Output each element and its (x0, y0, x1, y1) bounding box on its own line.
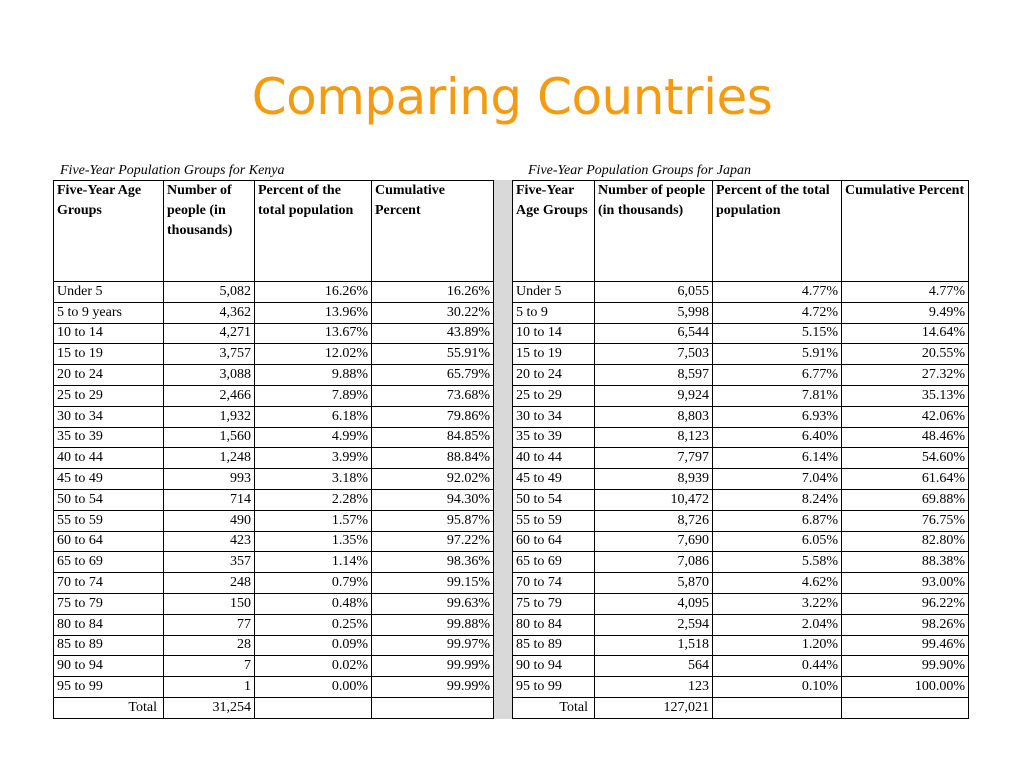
number-cell: 6,544 (595, 323, 713, 344)
cumulative-cell: 84.85% (372, 427, 494, 448)
percent-cell: 8.24% (713, 489, 842, 510)
cumulative-cell: 95.87% (372, 510, 494, 531)
table-row (54, 677, 494, 698)
number-cell: 564 (595, 656, 713, 677)
age-group-cell: 15 to 19 (513, 344, 595, 365)
age-group-cell: 85 to 89 (513, 635, 595, 656)
number-cell: 77 (164, 614, 255, 635)
age-group-cell: 45 to 49 (54, 469, 164, 490)
age-group-cell: 55 to 59 (54, 510, 164, 531)
age-group-cell: 75 to 79 (54, 593, 164, 614)
percent-cell: 9.88% (255, 365, 372, 386)
age-group-cell: 20 to 24 (54, 365, 164, 386)
age-group-cell: 70 to 74 (54, 573, 164, 594)
cumulative-cell: 61.64% (842, 469, 969, 490)
table-row (54, 510, 494, 531)
number-cell: 10,472 (595, 489, 713, 510)
percent-cell: 6.05% (713, 531, 842, 552)
age-group-cell: 10 to 14 (54, 323, 164, 344)
number-cell: 714 (164, 489, 255, 510)
table-row (54, 552, 494, 573)
table-row (513, 406, 969, 427)
number-cell: 2,594 (595, 614, 713, 635)
age-group-cell: 30 to 34 (513, 406, 595, 427)
percent-cell: 3.18% (255, 469, 372, 490)
table-row (54, 385, 494, 406)
number-cell: 1,518 (595, 635, 713, 656)
total-row (54, 697, 494, 718)
total-row (513, 697, 969, 718)
table-row (513, 677, 969, 698)
cumulative-cell: 96.22% (842, 593, 969, 614)
table-row (54, 469, 494, 490)
number-cell: 8,123 (595, 427, 713, 448)
cumulative-cell: 92.02% (372, 469, 494, 490)
number-cell: 5,082 (164, 282, 255, 303)
age-group-cell: 75 to 79 (513, 593, 595, 614)
cumulative-cell: 93.00% (842, 573, 969, 594)
percent-cell: 1.57% (255, 510, 372, 531)
header-cumulative-percent: Cumulative Percent (372, 181, 494, 282)
table-row (513, 427, 969, 448)
cumulative-cell: 98.36% (372, 552, 494, 573)
percent-cell: 2.28% (255, 489, 372, 510)
percent-cell: 6.14% (713, 448, 842, 469)
age-group-cell: 85 to 89 (54, 635, 164, 656)
table-row (513, 593, 969, 614)
percent-cell: 3.22% (713, 593, 842, 614)
cumulative-cell: 73.68% (372, 385, 494, 406)
kenya-table-caption: Five-Year Population Groups for Kenya (60, 163, 285, 178)
percent-cell: 0.10% (713, 677, 842, 698)
header-percent-of-total: Percent of the total population (255, 181, 372, 282)
table-row (513, 302, 969, 323)
number-cell: 4,095 (595, 593, 713, 614)
table-row (54, 282, 494, 303)
number-cell: 7,086 (595, 552, 713, 573)
percent-cell: 3.99% (255, 448, 372, 469)
table-row (54, 573, 494, 594)
percent-cell: 4.99% (255, 427, 372, 448)
cumulative-cell: 79.86% (372, 406, 494, 427)
percent-cell: 6.93% (713, 406, 842, 427)
cumulative-cell: 69.88% (842, 489, 969, 510)
percent-cell: 7.89% (255, 385, 372, 406)
kenya-population-table (53, 180, 494, 719)
cumulative-cell: 30.22% (372, 302, 494, 323)
age-group-cell: 20 to 24 (513, 365, 595, 386)
age-group-cell: 70 to 74 (513, 573, 595, 594)
age-group-cell: 25 to 29 (54, 385, 164, 406)
percent-cell: 6.87% (713, 510, 842, 531)
percent-cell: 13.67% (255, 323, 372, 344)
cumulative-cell: 42.06% (842, 406, 969, 427)
table-row (54, 365, 494, 386)
number-cell: 6,055 (595, 282, 713, 303)
number-cell: 3,088 (164, 365, 255, 386)
number-cell: 1,560 (164, 427, 255, 448)
age-group-cell: 65 to 69 (54, 552, 164, 573)
table-row (513, 573, 969, 594)
table-row (54, 302, 494, 323)
percent-cell: 7.04% (713, 469, 842, 490)
table-row (513, 469, 969, 490)
age-group-cell: 95 to 99 (513, 677, 595, 698)
age-group-cell: 15 to 19 (54, 344, 164, 365)
table-row (54, 448, 494, 469)
cumulative-cell: 88.84% (372, 448, 494, 469)
number-cell: 8,803 (595, 406, 713, 427)
table-separator (493, 180, 512, 719)
number-cell: 1,248 (164, 448, 255, 469)
percent-cell: 5.91% (713, 344, 842, 365)
age-group-cell: 5 to 9 (513, 302, 595, 323)
cumulative-cell: 76.75% (842, 510, 969, 531)
table-row (54, 614, 494, 635)
japan-table-caption: Five-Year Population Groups for Japan (528, 163, 751, 178)
number-cell: 123 (595, 677, 713, 698)
percent-cell: 1.14% (255, 552, 372, 573)
number-cell: 490 (164, 510, 255, 531)
cumulative-cell: 99.46% (842, 635, 969, 656)
cumulative-cell: 4.77% (842, 282, 969, 303)
percent-cell: 6.18% (255, 406, 372, 427)
percent-cell: 7.81% (713, 385, 842, 406)
age-group-cell: 40 to 44 (513, 448, 595, 469)
age-group-cell: 25 to 29 (513, 385, 595, 406)
table-row (54, 531, 494, 552)
percent-cell: 4.72% (713, 302, 842, 323)
percent-cell: 4.77% (713, 282, 842, 303)
number-cell: 3,757 (164, 344, 255, 365)
cumulative-cell: 14.64% (842, 323, 969, 344)
cumulative-cell: 99.88% (372, 614, 494, 635)
cumulative-cell: 48.46% (842, 427, 969, 448)
number-cell: 4,271 (164, 323, 255, 344)
cumulative-cell: 94.30% (372, 489, 494, 510)
cumulative-cell: 100.00% (842, 677, 969, 698)
empty-cell (713, 697, 842, 718)
number-cell: 7 (164, 656, 255, 677)
cumulative-cell: 99.97% (372, 635, 494, 656)
table-row (54, 344, 494, 365)
cumulative-cell: 99.63% (372, 593, 494, 614)
number-cell: 7,690 (595, 531, 713, 552)
age-group-cell: 90 to 94 (513, 656, 595, 677)
number-cell: 357 (164, 552, 255, 573)
age-group-cell: 50 to 54 (54, 489, 164, 510)
table-row (513, 448, 969, 469)
number-cell: 7,797 (595, 448, 713, 469)
cumulative-cell: 97.22% (372, 531, 494, 552)
cumulative-cell: 35.13% (842, 385, 969, 406)
percent-cell: 1.20% (713, 635, 842, 656)
cumulative-cell: 88.38% (842, 552, 969, 573)
kenya-header-row (54, 181, 494, 282)
total-value: 31,254 (164, 697, 255, 718)
percent-cell: 0.09% (255, 635, 372, 656)
percent-cell: 6.77% (713, 365, 842, 386)
cumulative-cell: 55.91% (372, 344, 494, 365)
number-cell: 248 (164, 573, 255, 594)
table-row (513, 323, 969, 344)
header-age-groups: Five-Year Age Groups (513, 181, 595, 282)
number-cell: 2,466 (164, 385, 255, 406)
number-cell: 1 (164, 677, 255, 698)
percent-cell: 16.26% (255, 282, 372, 303)
cumulative-cell: 98.26% (842, 614, 969, 635)
table-row (54, 593, 494, 614)
cumulative-cell: 16.26% (372, 282, 494, 303)
table-row (54, 489, 494, 510)
number-cell: 1,932 (164, 406, 255, 427)
age-group-cell: 55 to 59 (513, 510, 595, 531)
number-cell: 5,870 (595, 573, 713, 594)
cumulative-cell: 27.32% (842, 365, 969, 386)
table-row (54, 427, 494, 448)
percent-cell: 0.48% (255, 593, 372, 614)
japan-population-table (512, 180, 969, 719)
table-row (54, 323, 494, 344)
total-label: Total (54, 697, 164, 718)
header-age-groups: Five-Year Age Groups (54, 181, 164, 282)
table-row (54, 656, 494, 677)
header-number-of-people: Number of people (in thousands) (164, 181, 255, 282)
number-cell: 4,362 (164, 302, 255, 323)
age-group-cell: 60 to 64 (513, 531, 595, 552)
age-group-cell: Under 5 (54, 282, 164, 303)
table-row (513, 282, 969, 303)
percent-cell: 4.62% (713, 573, 842, 594)
percent-cell: 0.25% (255, 614, 372, 635)
empty-cell (255, 697, 372, 718)
percent-cell: 0.00% (255, 677, 372, 698)
table-row (54, 406, 494, 427)
number-cell: 5,998 (595, 302, 713, 323)
slide-title: Comparing Countries (251, 68, 773, 126)
age-group-cell: 60 to 64 (54, 531, 164, 552)
number-cell: 7,503 (595, 344, 713, 365)
table-row (513, 365, 969, 386)
age-group-cell: 95 to 99 (54, 677, 164, 698)
total-value: 127,021 (595, 697, 713, 718)
cumulative-cell: 43.89% (372, 323, 494, 344)
age-group-cell: 90 to 94 (54, 656, 164, 677)
number-cell: 423 (164, 531, 255, 552)
cumulative-cell: 9.49% (842, 302, 969, 323)
header-percent-of-total: Percent of the total population (713, 181, 842, 282)
empty-cell (842, 697, 969, 718)
cumulative-cell: 99.99% (372, 677, 494, 698)
japan-header-row (513, 181, 969, 282)
table-row (513, 656, 969, 677)
age-group-cell: Under 5 (513, 282, 595, 303)
percent-cell: 5.58% (713, 552, 842, 573)
cumulative-cell: 99.99% (372, 656, 494, 677)
age-group-cell: 35 to 39 (513, 427, 595, 448)
number-cell: 8,939 (595, 469, 713, 490)
table-row (513, 344, 969, 365)
cumulative-cell: 99.15% (372, 573, 494, 594)
number-cell: 993 (164, 469, 255, 490)
age-group-cell: 35 to 39 (54, 427, 164, 448)
age-group-cell: 80 to 84 (54, 614, 164, 635)
number-cell: 8,597 (595, 365, 713, 386)
table-row (513, 635, 969, 656)
table-row (513, 385, 969, 406)
age-group-cell: 45 to 49 (513, 469, 595, 490)
number-cell: 9,924 (595, 385, 713, 406)
percent-cell: 6.40% (713, 427, 842, 448)
percent-cell: 0.79% (255, 573, 372, 594)
percent-cell: 5.15% (713, 323, 842, 344)
cumulative-cell: 82.80% (842, 531, 969, 552)
percent-cell: 12.02% (255, 344, 372, 365)
percent-cell: 13.96% (255, 302, 372, 323)
number-cell: 150 (164, 593, 255, 614)
cumulative-cell: 65.79% (372, 365, 494, 386)
age-group-cell: 40 to 44 (54, 448, 164, 469)
header-cumulative-percent: Cumulative Percent (842, 181, 969, 282)
table-row (513, 614, 969, 635)
cumulative-cell: 20.55% (842, 344, 969, 365)
table-row (513, 510, 969, 531)
empty-cell (372, 697, 494, 718)
number-cell: 8,726 (595, 510, 713, 531)
age-group-cell: 5 to 9 years (54, 302, 164, 323)
cumulative-cell: 54.60% (842, 448, 969, 469)
percent-cell: 0.02% (255, 656, 372, 677)
age-group-cell: 10 to 14 (513, 323, 595, 344)
total-label: Total (513, 697, 595, 718)
table-row (54, 635, 494, 656)
number-cell: 28 (164, 635, 255, 656)
age-group-cell: 30 to 34 (54, 406, 164, 427)
percent-cell: 1.35% (255, 531, 372, 552)
table-row (513, 552, 969, 573)
table-row (513, 489, 969, 510)
age-group-cell: 50 to 54 (513, 489, 595, 510)
table-row (513, 531, 969, 552)
percent-cell: 2.04% (713, 614, 842, 635)
percent-cell: 0.44% (713, 656, 842, 677)
age-group-cell: 65 to 69 (513, 552, 595, 573)
cumulative-cell: 99.90% (842, 656, 969, 677)
age-group-cell: 80 to 84 (513, 614, 595, 635)
header-number-of-people: Number of people (in thousands) (595, 181, 713, 282)
